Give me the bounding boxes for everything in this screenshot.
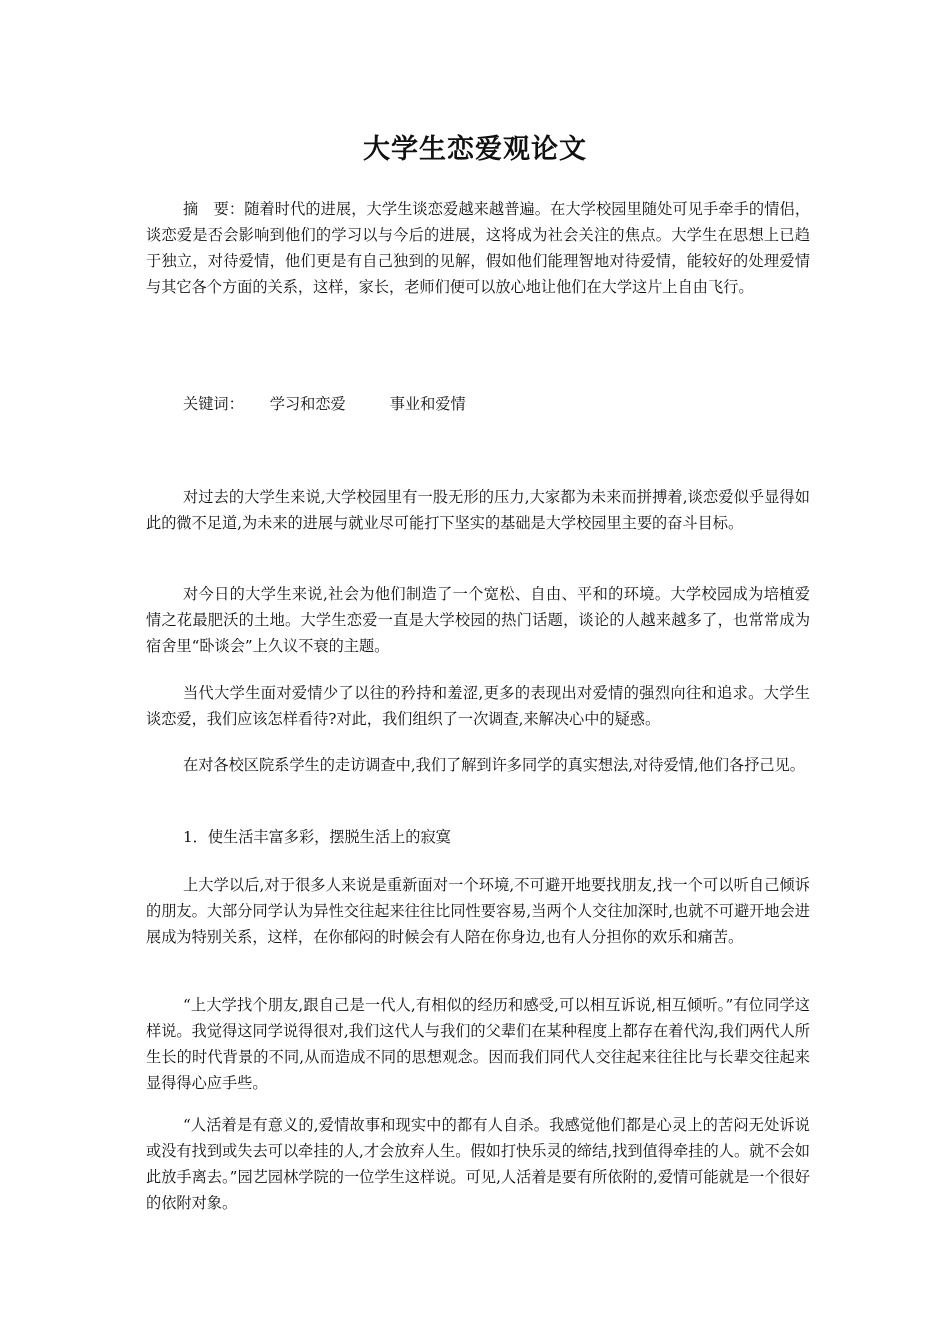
- abstract-label: 摘 要：: [183, 200, 245, 218]
- body-paragraph: 对过去的大学生来说,大学校园里有一股无形的压力,大家都为未来而拼搏着,谈恋爱似乎显得如此的微不足道,为未来的进展与就业尽可能打下坚实的基础是大学校园里主要的奋斗目标。: [146, 488, 810, 532]
- keywords-line: [183, 391, 510, 417]
- keyword-item: 学习和恋爱: [269, 395, 346, 413]
- section-heading: 1．使生活丰富多彩，摆脱生活上的寂寞: [183, 828, 451, 846]
- body-paragraph: “人活着是有意义的,爱情故事和现实中的都有人自杀。我感觉他们都是心灵上的苦闷无处诉说或没有找到或失去可以牵挂的人,才会放弃人生。假如打快乐灵的缔结,找到值得牵挂的人。就不会如此放手离去。”园艺园林学院的一位学生这样说。可见,人活着是要有所依附的,爱情可能就是一个很好的依附对象。: [146, 1116, 810, 1212]
- abstract-text: 随着时代的进展，大学生谈恋爱越来越普遍。在大学校园里随处可见手牵手的情侣，谈恋爱是否会影响到他们的学习以与今后的进展，这将成为社会关注的焦点。大学生在思想上已趋于独立，对待爱情，他们更是有自己独到的见解，假如他们能理智地对待爱情，能较好的处理爱情与其它各个方面的关系，这样，家长，老师们便可以放心地让他们在大学这片上自由飞行。: [146, 200, 811, 296]
- keywords-label: 关键词：: [183, 395, 244, 413]
- keyword-item: 事业和爱情: [389, 395, 466, 413]
- body-paragraph: “上大学找个朋友,跟自己是一代人,有相似的经历和感受,可以相互诉说,相互倾听。”有位同学这样说。我觉得这同学说得很对,我们这代人与我们的父辈们在某种程度上都存在着代沟,我们两代人所生长的时代背景的不同,从而造成不同的思想观念。因而我们同代人交往起来往往比与长辈交往起来显得得心应手些。: [146, 996, 810, 1092]
- document-title: 大学生恋爱观论文: [363, 134, 587, 165]
- body-paragraph: 当代大学生面对爱情少了以往的矜持和羞涩,更多的表现出对爱情的强烈向往和追求。大学生谈恋爱，我们应该怎样看待?对此，我们组织了一次调查,来解决心中的疑惑。: [146, 684, 810, 728]
- body-paragraph: 上大学以后,对于很多人来说是重新面对一个环境,不可避开地要找朋友,找一个可以听自己倾诉的朋友。大部分同学认为异性交往起来往往比同性要容易,当两个人交往加深时,也就不可避开地会进展成为特别关系，这样，在你郁闷的时候会有人陪在你身边,也有人分担你的欢乐和痛苦。: [146, 876, 810, 946]
- abstract-paragraph: [146, 196, 810, 300]
- body-paragraph: 对今日的大学生来说,社会为他们制造了一个宽松、自由、平和的环境。大学校园成为培植爱情之花最肥沃的土地。大学生恋爱一直是大学校园的热门话题，谈论的人越来越多了，也常常成为宿舍里“卧谈会”上久议不衰的主题。: [146, 585, 810, 655]
- body-paragraph: 在对各校区院系学生的走访调查中,我们了解到许多同学的真实想法,对待爱情,他们各抒己见。: [183, 756, 805, 774]
